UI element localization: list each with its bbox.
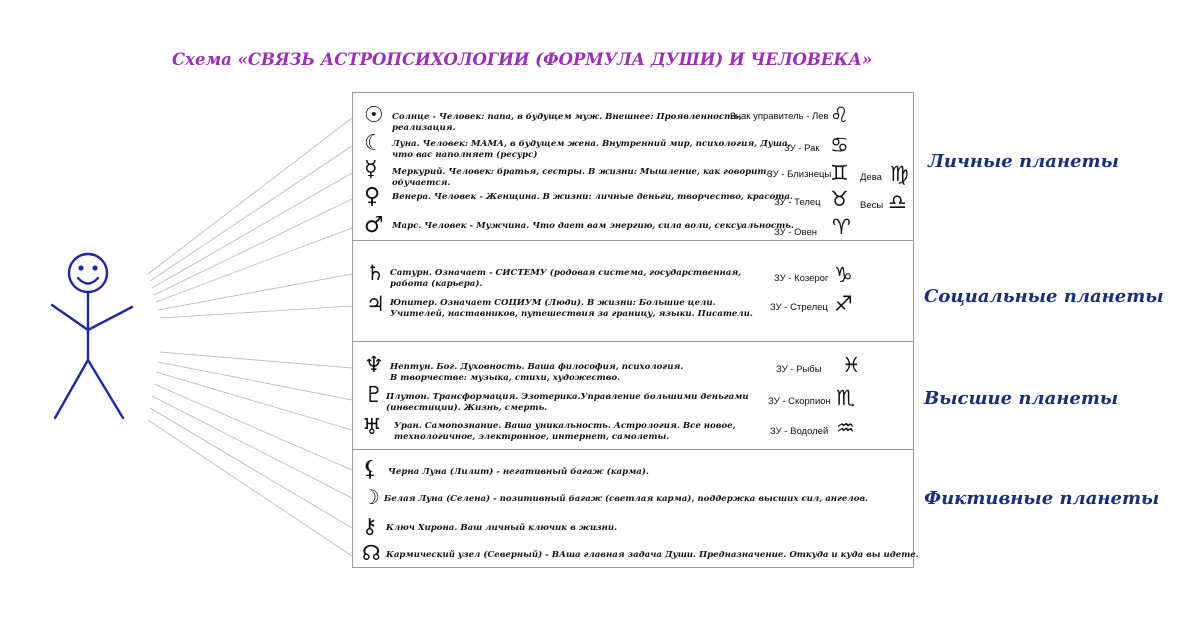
ruling-sign-label: ЗУ - Телец bbox=[774, 197, 821, 208]
ruling-sign-label: ЗУ - Овен bbox=[774, 227, 817, 238]
section-divider bbox=[352, 240, 914, 241]
aries-icon: ♈ bbox=[832, 215, 851, 239]
pisces-icon: ♓ bbox=[842, 353, 861, 377]
connector-lines bbox=[148, 118, 352, 556]
capricorn-icon: ♑ bbox=[834, 263, 853, 287]
north-node-icon: ☊ bbox=[362, 541, 381, 565]
connector-line bbox=[158, 274, 352, 310]
saturn-icon: ♄ bbox=[366, 261, 385, 285]
figure-right-arm bbox=[88, 307, 132, 330]
cancer-icon: ♋ bbox=[830, 133, 849, 157]
figure-right-eye bbox=[92, 265, 97, 270]
sagittarius-icon: ♐ bbox=[834, 292, 853, 316]
planet-description: Сатурн. Означает - СИСТЕМУ (родовая система, государственная, работа (карьера). bbox=[390, 268, 742, 289]
planet-description: Венера. Человек - Женщина. В жизни: личные деньги, творчество, красота. bbox=[392, 192, 793, 202]
group-label-fictitious: Фиктивные планеты bbox=[924, 488, 1160, 509]
planet-description: Марс. Человек - Мужчина. Что дает вам энергию, сила воли, сексуальность. bbox=[392, 221, 794, 231]
lilith-icon: ⚸ bbox=[362, 457, 379, 482]
ruling-sign-label: ЗУ - Водолей bbox=[770, 426, 829, 437]
ruling-sign-label: Знак управитель - Лев bbox=[730, 111, 829, 122]
point-description: Белая Луна (Селена) - позитивный багаж (светлая карма), поддержка высших сил, ангелов. bbox=[384, 494, 868, 504]
ruling-sign-label: ЗУ - Скорпион bbox=[768, 396, 831, 407]
virgo-icon: ♍ bbox=[890, 162, 909, 186]
leo-icon: ♌ bbox=[830, 103, 849, 127]
connector-line bbox=[152, 396, 352, 498]
stick-figure bbox=[52, 254, 132, 418]
section-divider bbox=[352, 449, 914, 450]
planet-description: Меркурий. Человек: братья, сестры. В жизни: Мышление, как говорит, обучается. bbox=[392, 167, 770, 188]
ruling-sign-label: ЗУ - Козерог bbox=[774, 273, 829, 284]
taurus-icon: ♉ bbox=[830, 187, 849, 211]
connector-line bbox=[152, 173, 352, 288]
connector-line bbox=[160, 352, 352, 368]
ruling-sign-label: ЗУ - Рыбы bbox=[776, 364, 822, 375]
figure-head bbox=[69, 254, 107, 292]
figure-left-arm bbox=[52, 305, 88, 330]
venus-icon: ♀ bbox=[364, 184, 381, 209]
moon-icon: ☾ bbox=[364, 131, 384, 156]
point-description: Кармический узел (Северный) - ВАша главная задача Души. Предназначение. Откуда и куда вы идете. bbox=[386, 550, 919, 560]
planet-description: Юпитер. Означает СОЦИУМ (Люди). В жизни: Большие цели. Учителей, наставников, путешествия за границу, языки. Писатели. bbox=[390, 298, 753, 319]
aquarius-icon: ♒ bbox=[836, 416, 855, 440]
ruling-sign-label: ЗУ - Близнецы bbox=[767, 169, 832, 180]
group-label-higher: Высшие планеты bbox=[924, 388, 1119, 409]
gemini-icon: ♊ bbox=[830, 161, 849, 185]
chiron-icon: ⚷ bbox=[362, 514, 378, 538]
ruling-sign-label: ЗУ - Рак bbox=[784, 143, 820, 154]
jupiter-icon: ♃ bbox=[366, 292, 385, 316]
point-description: Черна Луна (Лилит) - негативный багаж (карма). bbox=[388, 467, 649, 477]
uranus-icon: ♅ bbox=[362, 415, 382, 440]
planet-description: Уран. Самопознание. Ваша уникальность. Астрология. Все новое, технологичное, электронное, интернет, самолеты. bbox=[394, 421, 736, 442]
libra-icon: ♎ bbox=[888, 190, 907, 214]
figure-left-leg bbox=[55, 360, 88, 418]
planet-description: Плутон. Трансформация. Эзотерика.Управление большими деньгами (инвестиции). Жизнь, смерть. bbox=[386, 392, 749, 413]
planet-description: Луна. Человек: МАМА, в будущем жена. Внутренний мир, психология, Душа, что вас наполняет (ресурс) bbox=[392, 139, 791, 160]
neptune-icon: ♆ bbox=[364, 353, 384, 378]
connector-line bbox=[156, 228, 352, 302]
libra-label: Весы bbox=[860, 200, 884, 211]
point-description: Ключ Хирона. Ваш личный ключик в жизни. bbox=[386, 523, 618, 533]
planet-description: Солнце - Человек: папа, в будущем муж. Внешнее: Проявленность, реализация. bbox=[392, 112, 742, 133]
connector-line bbox=[148, 420, 352, 556]
group-label-social: Социальные планеты bbox=[924, 286, 1164, 307]
sun-icon: ☉ bbox=[364, 103, 384, 128]
mercury-icon: ☿ bbox=[364, 157, 378, 182]
virgo-label: Дева bbox=[860, 172, 882, 183]
connector-line bbox=[154, 384, 352, 470]
section-divider bbox=[352, 341, 914, 342]
connector-line bbox=[148, 118, 352, 274]
figure-right-leg bbox=[88, 360, 123, 418]
scorpio-icon: ♏ bbox=[836, 386, 855, 410]
diagram-title: Схема «СВЯЗЬ АСТРОПСИХОЛОГИИ (ФОРМУЛА ДУШИ) И ЧЕЛОВЕКА» bbox=[172, 50, 873, 69]
pluto-icon: ♇ bbox=[364, 383, 384, 408]
ruling-sign-label: ЗУ - Стрелец bbox=[770, 302, 828, 313]
selena-icon: ☽ bbox=[362, 485, 380, 509]
connector-line bbox=[160, 306, 352, 318]
planet-description: Нептун. Бог. Духовность. Ваша философия, психология. В творчестве: музыка, стихи, художество. bbox=[390, 362, 684, 383]
group-label-personal: Личные планеты bbox=[928, 151, 1119, 172]
mars-icon: ♂ bbox=[364, 213, 384, 238]
figure-left-eye bbox=[78, 265, 83, 270]
